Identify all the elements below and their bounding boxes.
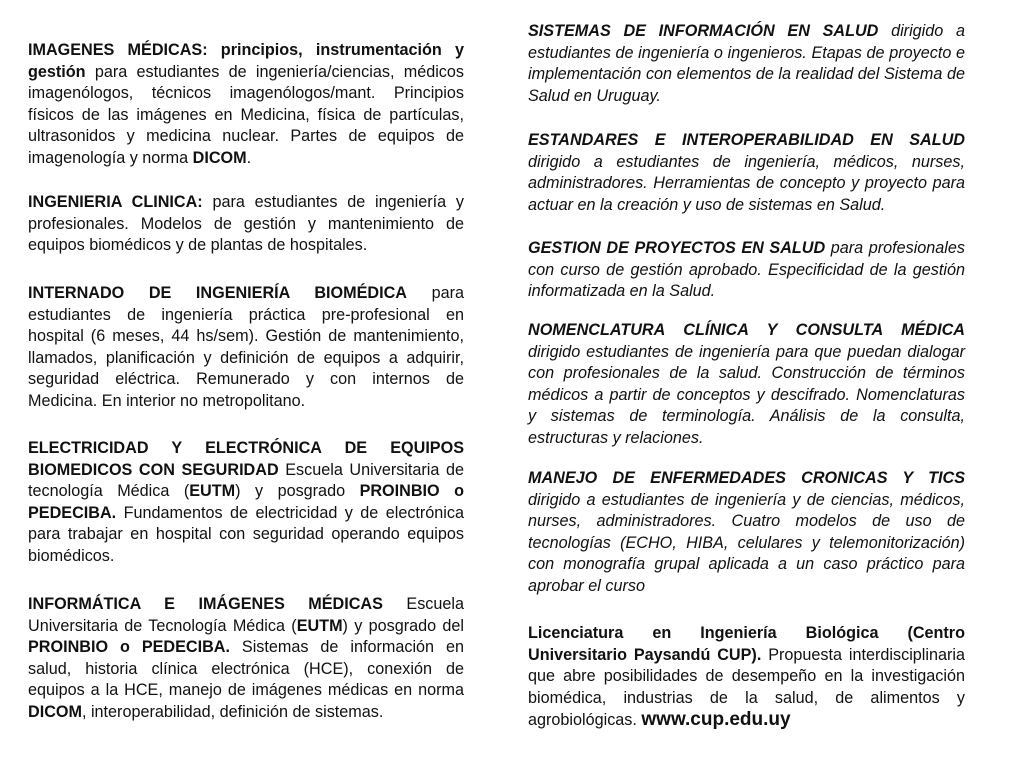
course-description: para estudiantes de ingeniería práctica pre-profesional en hospital (6 meses, 44 hs/sem). Gestión de mantenimiento, llamados, planificación y definición de equipos a adquirir, seguridad eléctrica. Remunerado y con internos de Medicina. En interior no metropolitano.: [28, 284, 464, 410]
course-estandares: [528, 130, 965, 216]
course-informatica: [28, 594, 464, 724]
left-column: [28, 0, 464, 768]
course-licenciatura: [528, 623, 965, 732]
course-title: NOMENCLATURA CLÍNICA Y CONSULTA MÉDICA: [528, 321, 965, 339]
course-subtitle: : principios, instrumentación y gestión: [28, 41, 464, 81]
course-nomenclatura: [528, 320, 965, 450]
text-segment: ) y posgrado del: [342, 616, 464, 635]
course-enfermedades-cronicas: [528, 468, 965, 598]
course-title: MANEJO DE ENFERMEDADES CRONICAS Y TICS: [528, 469, 965, 487]
course-description: dirigido a estudiantes de ingeniería o ingenieros. Etapas de proyecto e implementación con elementos de la realidad del Sistema de Salud en Uruguay.: [528, 22, 965, 105]
course-sistemas-informacion: [528, 21, 965, 107]
proinbio-label: PROINBIO o PEDECIBA.: [28, 638, 230, 657]
proinbio-label: PROINBIO: [359, 482, 440, 501]
course-ingenieria-clinica: [28, 192, 464, 257]
or-label: o: [439, 482, 464, 501]
course-description: Escuela Universitaria de Tecnología Médica (: [28, 595, 464, 635]
course-electricidad: [28, 438, 464, 568]
pedeciba-label: PEDECIBA.: [28, 503, 117, 522]
eutm-label: EUTM: [189, 482, 236, 501]
eutm-label: EUTM: [296, 616, 343, 635]
dicom-label: DICOM: [28, 702, 82, 721]
course-description: Escuela Universitaria de tecnología Médica (: [28, 460, 464, 501]
course-title: INFORMÁTICA E IMÁGENES MÉDICAS: [28, 595, 383, 613]
course-description: para estudiantes de ingeniería y profesionales. Modelos de gestión y mantenimiento de equipos biomédicos y de plantas de hospitales.: [28, 193, 464, 255]
course-title: Licenciatura en Ingeniería Biológica (Centro Universitario Paysandú CUP).: [528, 624, 965, 664]
text-segment: , interoperabilidad, definición de sistemas.: [81, 702, 384, 721]
text-segment: Fundamentos de electricidad y de electrónica para trabajar en hospital con seguridad operando equipos biomédicos.: [28, 503, 464, 565]
course-description: para profesionales con curso de gestión aprobado. Especificidad de la gestión informatizada en la Salud.: [528, 239, 965, 301]
text-segment: Sistemas de información en salud, historia clínica electrónica (HCE), conexión de equipos a la HCE, manejo de imágenes médicas en norma: [28, 638, 464, 700]
right-column: [528, 0, 965, 768]
course-title: GESTION DE PROYECTOS EN SALUD: [528, 239, 826, 257]
course-title: IMAGENES MÉDICAS: [28, 41, 203, 59]
course-description: Propuesta interdisciplinaria que abre posibilidades de desempeño en la investigación biomédica, industrias de la salud, de alimentos y agrobiológicas.: [528, 645, 965, 730]
website-link[interactable]: www.cup.edu.uy: [641, 709, 791, 731]
course-title: ESTANDARES E INTEROPERABILIDAD EN SALUD: [528, 131, 965, 149]
text-segment: ) y posgrado: [235, 482, 360, 501]
course-internado: [28, 283, 464, 413]
period: .: [246, 148, 252, 167]
course-gestion-proyectos: [528, 238, 965, 303]
course-description: dirigido a estudiantes de ingeniería, médicos, nurses, administradores. Herramientas de concepto y proyecto para actuar en la creación y uso de sistemas en Salud.: [528, 152, 965, 214]
course-description: dirigido a estudiantes de ingeniería y de ciencias, médicos, nurses, administradores. Cuatro modelos de uso de tecnologías (ECHO, HIBA, celulares y telemonitorización) con monografía grupal aplicada a un caso práctico para aprobar el curso: [528, 490, 965, 595]
course-title: ELECTRICIDAD Y ELECTRÓNICA DE EQUIPOS BIOMEDICOS CON SEGURIDAD: [28, 439, 464, 479]
course-description: para estudiantes de ingeniería/ciencias, médicos imagenólogos, técnicos imagenólogos/mant. Principios físicos de las imágenes en Medicina, física de partículas, ultrasonidos y medicina nuclear. Partes de equipos de imagenología y norma: [28, 62, 464, 167]
course-title: INTERNADO DE INGENIERÍA BIOMÉDICA: [28, 284, 407, 302]
course-description: dirigido estudiantes de ingeniería para que puedan dialogar con profesionales de la salud. Construcción de términos médicos a partir de conceptos y descifrado. Nomenclaturas y sistemas de terminología. Análisis de la consulta, estructuras y relaciones.: [528, 342, 965, 447]
course-imagenes-medicas: [28, 40, 464, 170]
course-title: INGENIERIA CLINICA:: [28, 193, 203, 211]
dicom-label: DICOM: [192, 148, 247, 167]
course-title: SISTEMAS DE INFORMACIÓN EN SALUD: [528, 22, 879, 40]
